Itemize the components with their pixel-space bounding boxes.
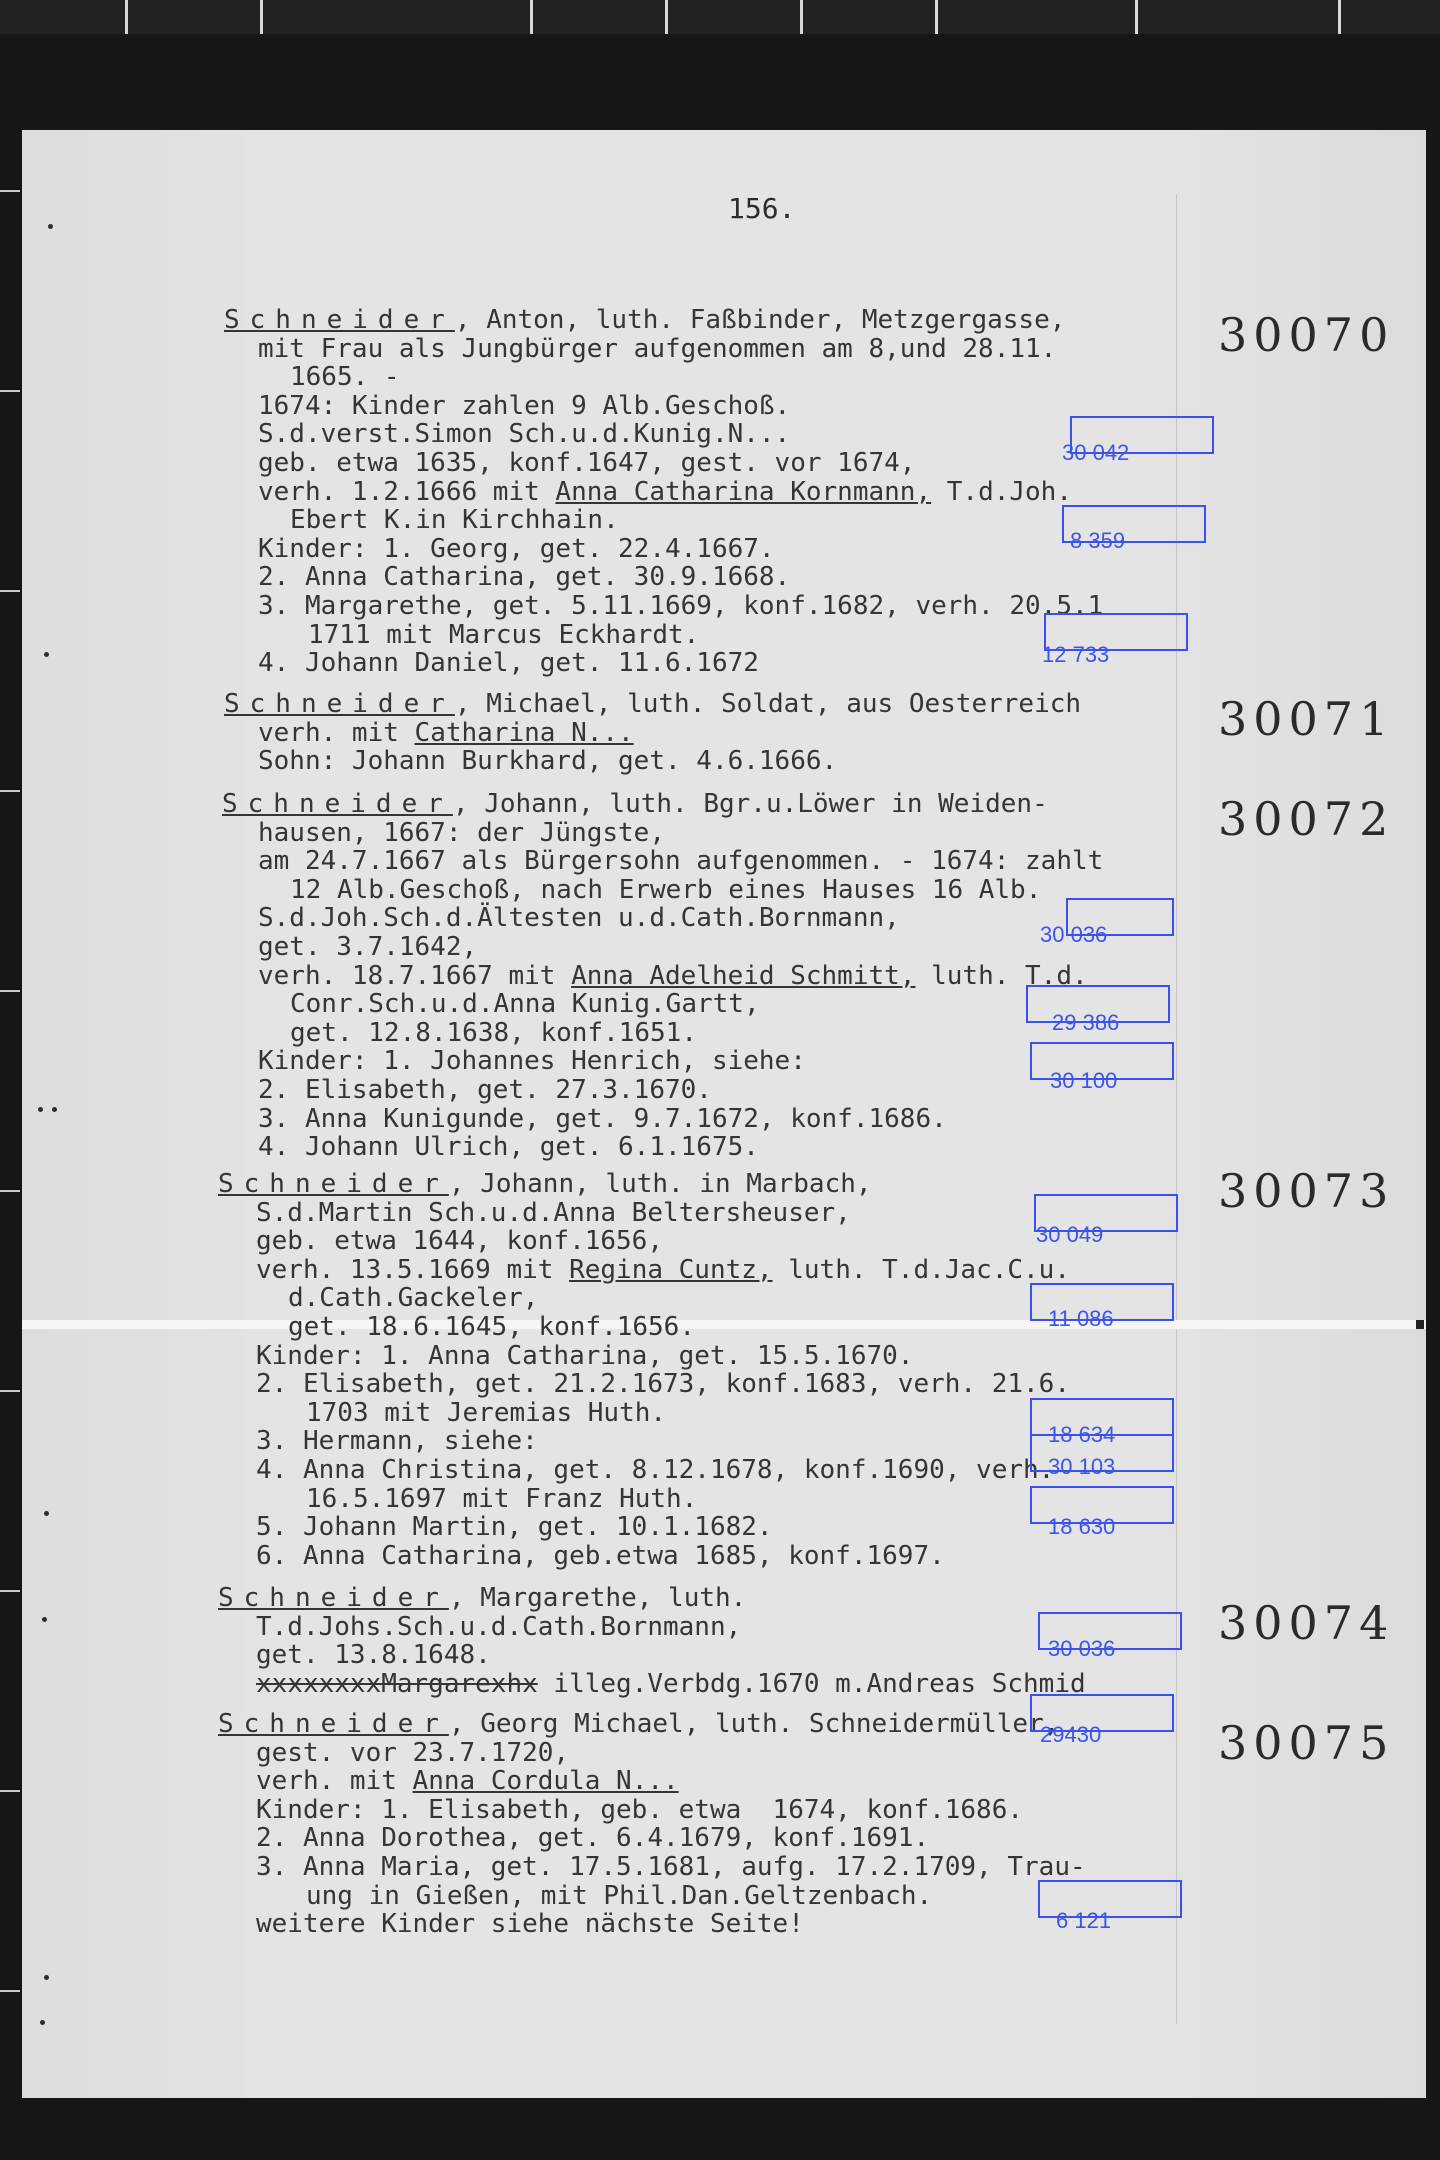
entry-line <box>258 478 1072 506</box>
entry-heading <box>224 690 1081 718</box>
cross-reference-number: 29430 <box>1040 1722 1102 1747</box>
entry-line <box>258 1133 759 1161</box>
line-text: S.d.Joh.Sch.d.Ältesten u.d.Cath.Bornmann, <box>258 903 900 934</box>
line-text: Ebert K.in Kirchhain. <box>290 505 619 536</box>
entry-line <box>258 535 775 563</box>
entry-heading <box>218 1710 1059 1738</box>
line-text: 4. Anna Christina, get. 8.12.1678, konf.1690, verh. <box>256 1455 1055 1485</box>
entry-line <box>256 1739 569 1767</box>
line-text: 3. Anna Maria, get. 17.5.1681, aufg. 17.2.1709, Trau- <box>256 1852 1086 1882</box>
crossed-out-text: xxxxxxxxMargarexhx <box>256 1668 538 1699</box>
cross-reference-number: 12 733 <box>1042 642 1110 667</box>
line-text: get. 13.8.1648. <box>256 1640 491 1671</box>
line-text: Sohn: Johann Burkhard, get. 4.6.1666. <box>258 746 838 777</box>
line-text: verh. 18.7.1667 mit <box>258 960 572 991</box>
entry-line <box>258 904 900 932</box>
entry-line <box>258 962 1088 990</box>
entry-line <box>290 1019 697 1047</box>
reference-number: 30071 <box>1218 692 1395 746</box>
line-text: Kinder: 1. Johannes Henrich, siehe: <box>258 1046 806 1077</box>
cross-reference-number: 18 634 <box>1048 1422 1116 1447</box>
entry-line <box>256 1370 1070 1398</box>
spouse-name: Anna Cordula N... <box>412 1766 679 1797</box>
entry-line <box>256 1342 913 1370</box>
line-text: 12 Alb.Geschoß, nach Erwerb eines Hauses 16 Alb. <box>290 874 1042 905</box>
margin-mark <box>42 1617 47 1622</box>
line-text: Kinder: 1. Georg, get. 22.4.1667. <box>258 533 775 564</box>
entry-line <box>258 420 790 448</box>
entry-line <box>256 1641 491 1669</box>
spouse-name: Anna Adelheid Schmitt, <box>571 960 916 991</box>
cross-reference-number: 8 359 <box>1070 528 1126 553</box>
surname-heading: Schneider <box>222 789 453 819</box>
entry-line <box>306 1399 666 1427</box>
spouse-name: Regina Cuntz, <box>569 1254 773 1285</box>
entry-line <box>256 1613 741 1641</box>
line-text: geb. etwa 1635, konf.1647, gest. vor 1674, <box>258 448 916 478</box>
entry-line <box>258 449 915 477</box>
line-text: Kinder: 1. Anna Catharina, get. 15.5.1670. <box>256 1340 914 1371</box>
scanner-left-ruler <box>0 0 22 2160</box>
line-text: d.Cath.Gackeler, <box>288 1283 539 1314</box>
line-text: verh. 13.5.1669 mit <box>256 1254 570 1285</box>
line-text: 16.5.1697 mit Franz Huth. <box>306 1483 698 1514</box>
entry-line <box>256 1427 538 1455</box>
line-text: , Margarethe, luth. <box>448 1583 747 1613</box>
line-text: 1665. - <box>290 362 400 393</box>
entry-line <box>288 1284 538 1312</box>
line-text: 2. Anna Catharina, get. 30.9.1668. <box>258 562 791 593</box>
line-text: get. 12.8.1638, konf.1651. <box>290 1017 697 1048</box>
margin-mark <box>40 2020 45 2025</box>
margin-mark <box>52 1107 57 1112</box>
line-text: 1711 mit Marcus Eckhardt. <box>308 619 700 650</box>
line-text: , Anton, luth. Faßbinder, Metzgergasse, <box>454 305 1066 335</box>
line-text: mit Frau als Jungbürger aufgenommen am 8,und 28.11. <box>258 333 1057 364</box>
line-text: hausen, 1667: der Jüngste, <box>258 817 665 848</box>
line-text: 1703 mit Jeremias Huth. <box>306 1397 667 1428</box>
cross-reference-number: 30 103 <box>1048 1454 1116 1479</box>
page-fold-line <box>1176 194 1177 2024</box>
line-text: am 24.7.1667 als Bürgersohn aufgenommen. - 1674: zahlt <box>258 846 1104 877</box>
entry-line <box>258 392 790 420</box>
line-text: S.d.Martin Sch.u.d.Anna Beltersheuser, <box>256 1197 851 1228</box>
entry-line <box>256 1824 929 1852</box>
line-text: ung in Gießen, mit Phil.Dan.Geltzenbach. <box>306 1880 933 1911</box>
line-text: T.d.Joh. <box>931 476 1072 507</box>
margin-mark <box>44 1511 49 1516</box>
line-text: 6. Anna Catharina, geb.etwa 1685, konf.1697. <box>256 1540 945 1571</box>
scanner-top-strip <box>0 0 1440 34</box>
entry-line <box>306 1485 697 1513</box>
line-text: weitere Kinder siehe nächste Seite! <box>256 1909 804 1940</box>
cross-reference-number: 30 100 <box>1050 1068 1118 1093</box>
surname-heading: Schneider <box>218 1169 449 1199</box>
entry-line <box>258 563 790 591</box>
line-text: get. 18.6.1645, konf.1656. <box>288 1312 695 1342</box>
entry-line <box>256 1542 945 1570</box>
line-text: , Johann, luth. Bgr.u.Löwer in Weiden- <box>452 789 1048 819</box>
line-text: 4. Johann Daniel, get. 11.6.1672 <box>258 648 759 679</box>
entry-line <box>258 819 665 847</box>
surname-heading: Schneider <box>224 689 455 719</box>
entry-line <box>256 1256 1070 1284</box>
line-text: Conr.Sch.u.d.Anna Kunig.Gartt, <box>290 989 760 1020</box>
entry-line <box>258 335 1056 363</box>
entry-line <box>256 1456 1054 1484</box>
tape-strip <box>22 1320 1426 1329</box>
surname-heading: Schneider <box>218 1709 449 1739</box>
line-text: 2. Anna Dorothea, get. 6.4.1679, konf.1691. <box>256 1823 930 1854</box>
line-text: luth. T.d. <box>915 960 1088 991</box>
line-text: , Georg Michael, luth. Schneidermüller, <box>448 1709 1060 1739</box>
line-text: 4. Johann Ulrich, get. 6.1.1675. <box>258 1132 759 1163</box>
entry-heading <box>218 1584 746 1612</box>
entry-line <box>258 933 477 961</box>
entry-line <box>256 1910 804 1938</box>
cross-reference-number: 30 049 <box>1036 1222 1104 1247</box>
entry-line <box>290 506 619 534</box>
margin-mark <box>38 1107 43 1112</box>
line-text: illeg.Verbdg.1670 m.Andreas Schmid <box>537 1668 1086 1699</box>
line-text: luth. T.d.Jac.C.u. <box>772 1254 1070 1285</box>
entry-line <box>306 1882 932 1910</box>
entry-line <box>256 1199 851 1227</box>
line-text: 3. Anna Kunigunde, get. 9.7.1672, konf.1686. <box>258 1103 947 1134</box>
cross-reference-number: 30 036 <box>1048 1636 1116 1661</box>
entry-line <box>258 1076 712 1104</box>
cross-reference-number: 6 121 <box>1056 1908 1112 1933</box>
entry-line <box>258 649 759 677</box>
spouse-name: Catharina N... <box>414 717 634 748</box>
line-text: verh. mit <box>258 717 415 748</box>
entry-line <box>256 1853 1086 1881</box>
cross-reference-number: 29 386 <box>1052 1010 1120 1035</box>
entry-line <box>258 719 634 747</box>
entry-line <box>256 1227 663 1255</box>
reference-number: 30070 <box>1218 308 1395 362</box>
entry-heading <box>224 306 1065 334</box>
reference-number: 30073 <box>1218 1164 1395 1218</box>
line-text: 2. Elisabeth, get. 21.2.1673, konf.1683, verh. 21.6. <box>256 1369 1070 1400</box>
line-text: 3. Margarethe, get. 5.11.1669, konf.1682, verh. 20.5.1 <box>258 591 1104 621</box>
line-text: get. 3.7.1642, <box>258 932 478 962</box>
entry-line <box>290 990 760 1018</box>
spouse-name: Anna Catharina Kornmann, <box>555 476 932 507</box>
entry-line <box>256 1767 679 1795</box>
entry-line <box>258 592 1103 620</box>
entry-line <box>258 747 837 775</box>
surname-heading: Schneider <box>218 1583 449 1613</box>
entry-line <box>258 1105 947 1133</box>
cross-reference-number: 30 036 <box>1040 922 1108 947</box>
reference-number: 30074 <box>1218 1596 1395 1650</box>
line-text: geb. etwa 1644, konf.1656, <box>256 1226 663 1257</box>
entry-heading <box>222 790 1048 818</box>
cross-reference-number: 30 042 <box>1062 440 1130 465</box>
cross-reference-number: 11 086 <box>1048 1306 1114 1331</box>
entry-line <box>256 1796 1023 1824</box>
entry-heading <box>218 1170 872 1198</box>
entry-line <box>290 363 400 391</box>
line-text: , Michael, luth. Soldat, aus Oesterreich <box>454 689 1082 719</box>
line-text: , Johann, luth. in Marbach, <box>448 1169 872 1199</box>
line-text: verh. 1.2.1666 mit <box>258 476 556 507</box>
page-number: 156. <box>728 192 796 225</box>
line-text: gest. vor 23.7.1720, <box>256 1737 570 1768</box>
margin-mark <box>44 1975 49 1980</box>
reference-number: 30072 <box>1218 792 1395 846</box>
entry-line <box>288 1313 695 1341</box>
entry-line <box>256 1513 773 1541</box>
line-text: T.d.Johs.Sch.u.d.Cath.Bornmann, <box>256 1611 742 1642</box>
tape-strip-end <box>1416 1320 1424 1329</box>
line-text: 1674: Kinder zahlen 9 Alb.Geschoß. <box>258 390 791 421</box>
margin-mark <box>44 652 49 657</box>
line-text: 5. Johann Martin, get. 10.1.1682. <box>256 1512 773 1543</box>
entry-line <box>258 1047 806 1075</box>
entry-line <box>308 621 699 649</box>
entry-line <box>258 847 1103 875</box>
line-text: verh. mit <box>256 1766 413 1797</box>
surname-heading: Schneider <box>224 305 455 335</box>
entry-line <box>256 1670 1086 1698</box>
margin-mark <box>48 224 53 229</box>
line-text: S.d.verst.Simon Sch.u.d.Kunig.N... <box>258 419 791 450</box>
reference-number: 30075 <box>1218 1716 1395 1770</box>
entry-line <box>290 876 1041 904</box>
line-text: 3. Hermann, siehe: <box>256 1426 538 1457</box>
line-text: Kinder: 1. Elisabeth, geb. etwa 1674, konf.1686. <box>256 1794 1024 1825</box>
cross-reference-number: 18 630 <box>1048 1514 1116 1539</box>
line-text: 2. Elisabeth, get. 27.3.1670. <box>258 1075 712 1105</box>
